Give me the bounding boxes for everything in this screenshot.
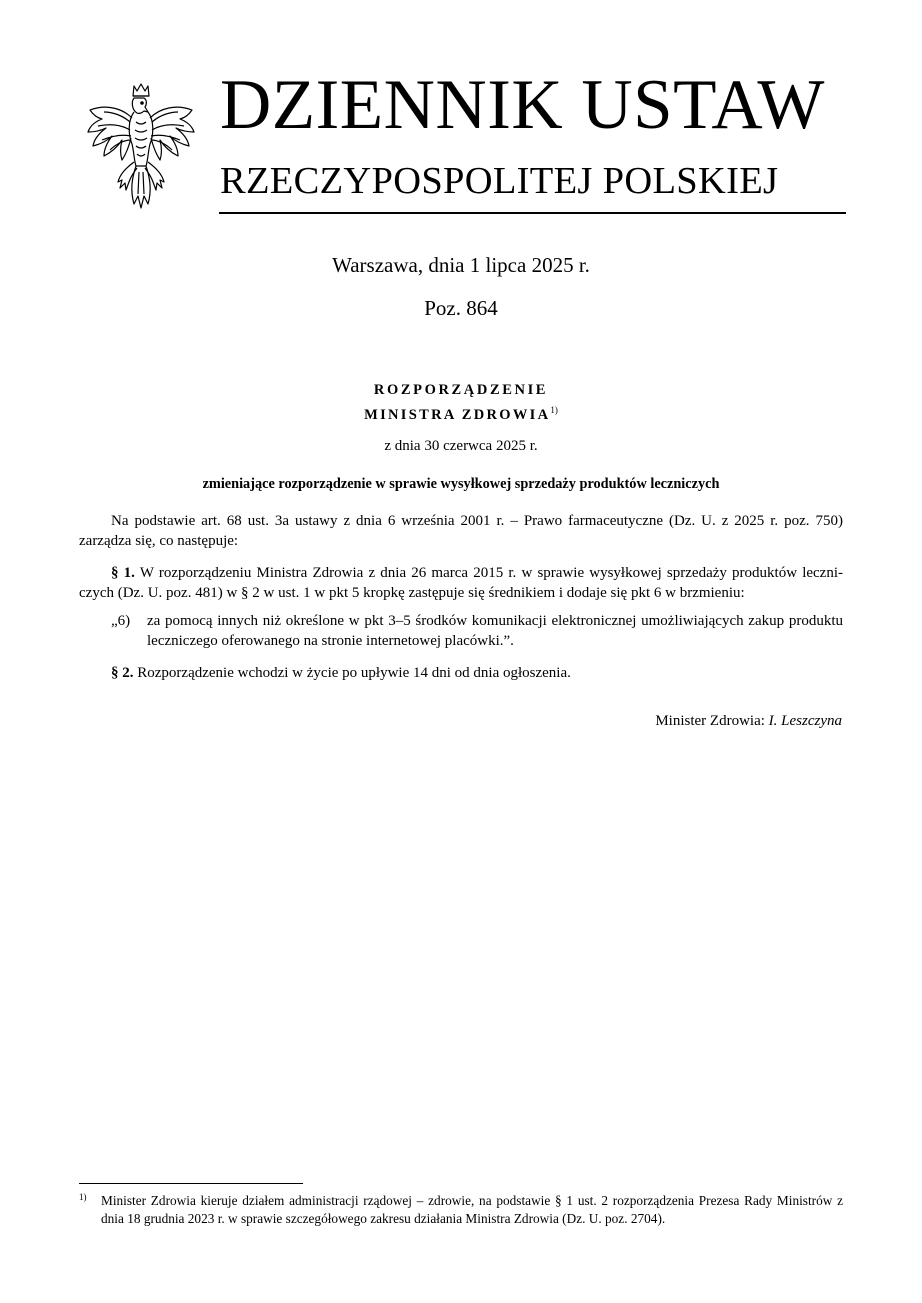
position-number: Poz. 864 [424, 296, 498, 320]
act-issuer-text: MINISTRA ZDROWIA [364, 407, 551, 423]
quoted-point-number: „6) [111, 613, 131, 629]
masthead-divider [219, 212, 846, 214]
act-subject: zmieniające rozporządzenie w sprawie wysyłkowej sprzedaży produktów leczniczych [202, 476, 720, 492]
preamble-paragraph [79, 512, 843, 551]
masthead-title: DZIENNIK USTAW [220, 66, 825, 144]
section-1-label: § 1. [111, 565, 135, 581]
section-2-paragraph [79, 664, 843, 684]
footnote-text: Minister Zdrowia kieruje działem administracji rządowej – zdrowie, na podstawie § 1 ust. 2 rozporządzenia Prezesa Rady Ministrów z dnia 18 grudnia 2023 r. w sprawie szczegółowego zakresu działania Ministra Zdrowia (Dz. U. poz. 2704). [101, 1193, 843, 1226]
signature [655, 713, 842, 730]
section-1-text: W rozporządzeniu Ministra Zdrowia z dnia 26 marca 2015 r. w sprawie wysyłkowej sprzedaży produktów leczni-czych (Dz. U. poz. 481) w § 2 w ust. 1 w pkt 5 kropkę zastępuje się średnikiem i dodaje się pkt 6 w brzmieniu: [79, 565, 844, 601]
polish-eagle-emblem-icon [84, 82, 198, 210]
masthead-subtitle: RZECZYPOSPOLITEJ POLSKIEJ [220, 160, 779, 202]
section-2-label: § 2. [111, 665, 134, 681]
preamble-text: Na podstawie art. 68 ust. 3a ustawy z dnia 6 września 2001 r. – Prawo farmaceutyczne (Dz. U. z 2025 r. poz. 750) zarządza się, co następuje: [79, 513, 843, 549]
section-2-text: Rozporządzenie wchodzi w życie po upływie 14 dni od dnia ogłoszenia. [137, 665, 571, 681]
signature-name: I. Leszczyna [768, 713, 842, 729]
section-1-paragraph [79, 564, 843, 603]
footnote-reference: 1) [550, 405, 558, 415]
issue-date: Warszawa, dnia 1 lipca 2025 r. [332, 253, 590, 277]
footnote-mark: 1) [79, 1192, 87, 1202]
act-date: z dnia 30 czerwca 2025 r. [384, 438, 538, 454]
signature-role: Minister Zdrowia: [655, 713, 765, 729]
quoted-point-text: za pomocą innych niż określone w pkt 3–5 środków komunikacji elektronicznej umożliwiających zakup produktu leczniczego oferowanego na stronie internetowej placówki.”. [147, 613, 843, 649]
act-issuer [0, 405, 922, 424]
act-type: ROZPORZĄDZENIE [373, 382, 549, 398]
footnote-divider [79, 1183, 303, 1184]
